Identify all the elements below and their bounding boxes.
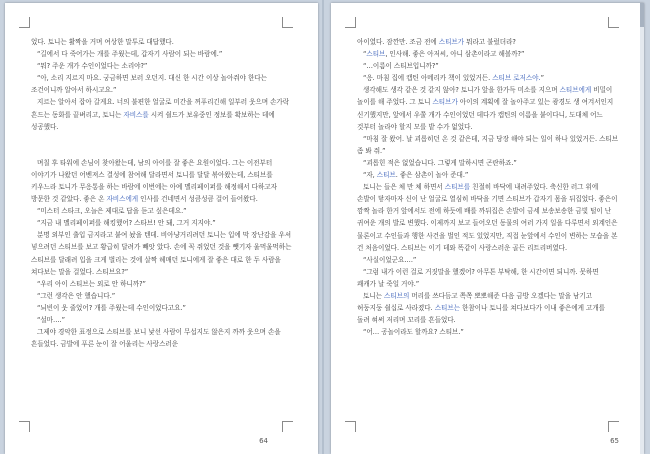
paragraph: [31, 157, 293, 205]
text-run: 머리를 쓰다듬고 쪽쪽 뽀뽀해준 다음 금방 오겠다는 말을 남기고 허둥지둥 쉴십로 사라졌다.: [357, 291, 593, 313]
crop-mark-top-left: [19, 17, 30, 28]
paragraph: [357, 84, 619, 132]
page-65: [331, 3, 644, 454]
page-number-left: 64: [259, 437, 268, 445]
paragraph: [31, 36, 293, 48]
hyperlinked-name[interactable]: 스티브 로저스야.: [492, 74, 541, 83]
text-run: “뭐? 주운 개가 수인이었다는 소리야?”: [37, 62, 148, 71]
text-run: “: [363, 50, 367, 59]
paragraph: [357, 157, 619, 169]
vertical-scrollbar[interactable]: [640, 3, 644, 454]
hyperlinked-name[interactable]: 자비스를: [123, 110, 149, 119]
text-run: 생각해도 생각 같은 것 같지 않아? 토니가 앞을 한가득 미소를 지으며: [363, 86, 560, 95]
paragraph: [31, 302, 293, 314]
text-run: “괴롭힌 적은 없었습니다. 그렇게 말하시면 곤란하죠.”: [363, 158, 517, 167]
text-run: 한참이나 토니를 쳐다보다가 이내 좋은에게 고개를 돌려 혀써 저리며 꼬리를 흔들었다.: [357, 304, 605, 325]
paragraph: [357, 36, 619, 48]
hyperlinked-name[interactable]: 자비스에게: [106, 195, 139, 204]
paragraph: [357, 326, 619, 338]
text-run: “사실이었군요….”: [363, 255, 417, 264]
text-run: “…이름이 스티브입니까?”: [363, 62, 439, 71]
text-run: 그제야 경악한 표정으로 스티브를 보니 낯선 사람이 무섭지도 않은지 까까 웃으며 손을 흔들었다. 금발에 푸른 눈이 잘 어울리는 사랑스러운: [31, 328, 281, 349]
text-run: “마침 잘 왔어. 날 괴롭히던 온 것 같은데, 지금 당장 해야 되는 일이 하나 있었거든. 스티브 좀 봐 줘.”: [357, 134, 619, 155]
paragraph: [357, 48, 619, 60]
crop-mark-bottom-right: [608, 421, 619, 432]
hyperlinked-name[interactable]: 스티브의: [384, 291, 410, 300]
text-run: 었다. 토니는 활짝을 거며 여상한 말투로 대답했다.: [31, 38, 174, 46]
text-run: “그럼 내가 이런 걸로 거짓말을 했겠어? 아무튼 부탁해, 한 시간이면 되니까. 못하면 쾌캐가 날 죽일 거야.”: [357, 267, 599, 288]
text-run: 아이였다. 잠깐만. 조금 전에: [357, 38, 439, 46]
paragraph: [357, 181, 619, 254]
crop-mark-bottom-left: [19, 421, 30, 432]
hyperlinked-name[interactable]: 스티브를: [444, 183, 471, 192]
text-run: , 인사해. 좋은 아저씨, 아니 삼촌이라고 해볼까?”: [385, 50, 525, 59]
text-run: “길에서 다 죽어가는 개를 주웠는데, 갑자기 사람이 되는 바람에.”: [37, 50, 223, 59]
text-run: 분명 외부인 출입 금지라고 붙여 놨을 텐데. 비아냥거리려던 토니는 입에 막 장난감을 우셔 넣으려던 스티브를 보고 황급히 달려가 빼앗 았다. 손에 꼭 쥐었던 것을 뺏기자 울먹울먹하는 스티브를 달래려 입을 크게 벌리는 것에 살짝 헤매던 토니에게 잘 좋은 대로 한 두 사람을 쳐다보는 말을 걸었다. 스티브요?”: [31, 231, 292, 276]
paragraph: [31, 229, 293, 277]
crop-mark-bottom-left: [345, 421, 356, 432]
text-run: “그런 생각은 안 했습니다.”: [37, 291, 116, 300]
paragraph: [357, 133, 619, 157]
text-run: 지르는 알아서 잡아 갈게요. 너의 불편한 얼굴로 미간을 꺼푸리긴해 일부러 웃으며 손가락 흔드는 동화를 끝벼리고, 토니는: [31, 98, 290, 119]
paragraph: [357, 254, 619, 266]
hyperlinked-name[interactable]: 스티브는: [434, 304, 460, 313]
text-run: “어… 공놀이라도 할까요? 스티브.”: [363, 328, 464, 337]
paragraph: [357, 290, 619, 326]
page-gutter: [322, 0, 324, 454]
crop-mark-bottom-right: [282, 421, 293, 432]
page-number-right: 65: [610, 437, 619, 445]
text-run: “미스터 스타크, 오늘은 제대로 답을 듣고 싶은데요.”: [37, 207, 187, 216]
crop-mark-top-right: [608, 17, 619, 28]
paragraph: [31, 278, 293, 290]
hyperlinked-name[interactable]: 스티브에게: [559, 86, 592, 95]
paragraph: [357, 60, 619, 72]
text-run: “자,: [363, 171, 377, 180]
paragraph: [31, 290, 293, 302]
text-run: 시켜 쉴드가 보유중인 정보를 확보하는 데에 성공했다.: [31, 110, 275, 131]
left-page-body-text: [31, 36, 293, 350]
text-run: 친절히 바닥에 내려주었다. 축신한 러그 위에 손발이 닿자마자 신이 난 얼굴로 열심히 바닥을 기면 스티브가 갑자기 몸을 뒤집었다. 좋은이 깜짝 놀라 한거 앞에서도 전에 하듯에 배를 까뒤집은 손발이 금세 보송보송한 금빛 털이 난 귀여운 개의 발로 변했다. 이제까지 보고 들어오던 동물의 여러 가지 일을 다루면서 외계인은 물론이고 수인들과 행한 사건을 벌인 적도 있었지만, 직접 눈앞에서 수인이 변하는 모습을 본 건 처음이었다. 스티브는 이기 데와 똑같이 사랑스러운 골든 리트리버였다.: [357, 183, 618, 252]
right-page-body-text: [357, 36, 619, 338]
paragraph: [357, 72, 619, 84]
crop-mark-top-right: [282, 17, 293, 28]
scrollbar-thumb[interactable]: [640, 3, 644, 27]
paragraph: [31, 217, 293, 229]
hyperlinked-name[interactable]: 스티브가: [438, 38, 465, 46]
paragraph: [31, 314, 293, 326]
text-run: “우리 아이 스티브는 외로 안 하니까?”: [37, 279, 146, 288]
hyperlinked-name[interactable]: 스티브: [376, 171, 396, 180]
paragraph: [357, 266, 619, 290]
paragraph: [31, 205, 293, 217]
text-run: 인사를 건네면서 성큼성큼 걸어 들어왔다.: [138, 195, 258, 204]
paragraph: [31, 96, 293, 132]
text-run: 뭐라고 불렀더라?: [464, 38, 516, 46]
text-run: 토니는 들은 체 만 체 하면서: [363, 183, 445, 192]
text-run: 아이의 계획에 잘 놀아주고 있는 광경도 생 여겨서인지 신기했지만, 앞에서 우쭐 개가 수인이었던 데다가 캡틴의 이름을 붙이다니, 도대체 어느 것부터 놀라야 할지 모를 밭 수가 없었다.: [357, 98, 614, 131]
hyperlinked-name[interactable]: 스티브: [366, 50, 386, 59]
text-run: 토니는: [363, 291, 385, 300]
text-run: “지금 내 멜리페이퍼를 해킹했어? 스타브! 안 돼, 그거 지지야.”: [37, 219, 216, 228]
crop-mark-top-left: [345, 17, 356, 28]
hyperlinked-name[interactable]: 스티브가: [432, 98, 458, 107]
text-run: “설마….”: [37, 315, 65, 324]
text-run: 며칠 후 타워에 손님이 찾아왔는데, 남의 아이를 잘 좋은 요원이었다. 그는 이전부터 이야기가 나왔던 어벤져스 결성에 참여해 달라면서 토니를 달달 볶아왔는데, 스티브를 키우느라 토니가 무응통을 하는 바람에 이번에는 아예 멜리페이퍼를 해정해서 다하고자 방문한 것 같았다. 좋은 온: [31, 158, 277, 204]
text-run: “뇌빈이 웃 줄었어? 개를 주웠는데 수인이었다고요.”: [37, 303, 186, 312]
paragraph: [31, 60, 293, 72]
text-run: “응. 마침 집에 캡틴 아메리카 책이 있었거든.: [363, 74, 493, 83]
paragraph: [357, 169, 619, 181]
paragraph: [31, 48, 293, 60]
text-run: . 좋은 삼촌이 놀아 준대.”: [395, 171, 469, 180]
paragraph: [31, 72, 293, 96]
text-run: 비밀이 놀이를 해 주었다. 그 토니: [357, 86, 613, 107]
text-run: ”: [540, 74, 544, 83]
text-run: “아, 소리 지르지 마요. 궁금하면 보러 오던지. 대신 한 시간 이상 놀아줘야 한다는 조건이니까 알아서 하시고요.”: [31, 74, 267, 95]
paragraph: [31, 326, 293, 350]
page-64: [5, 3, 318, 454]
